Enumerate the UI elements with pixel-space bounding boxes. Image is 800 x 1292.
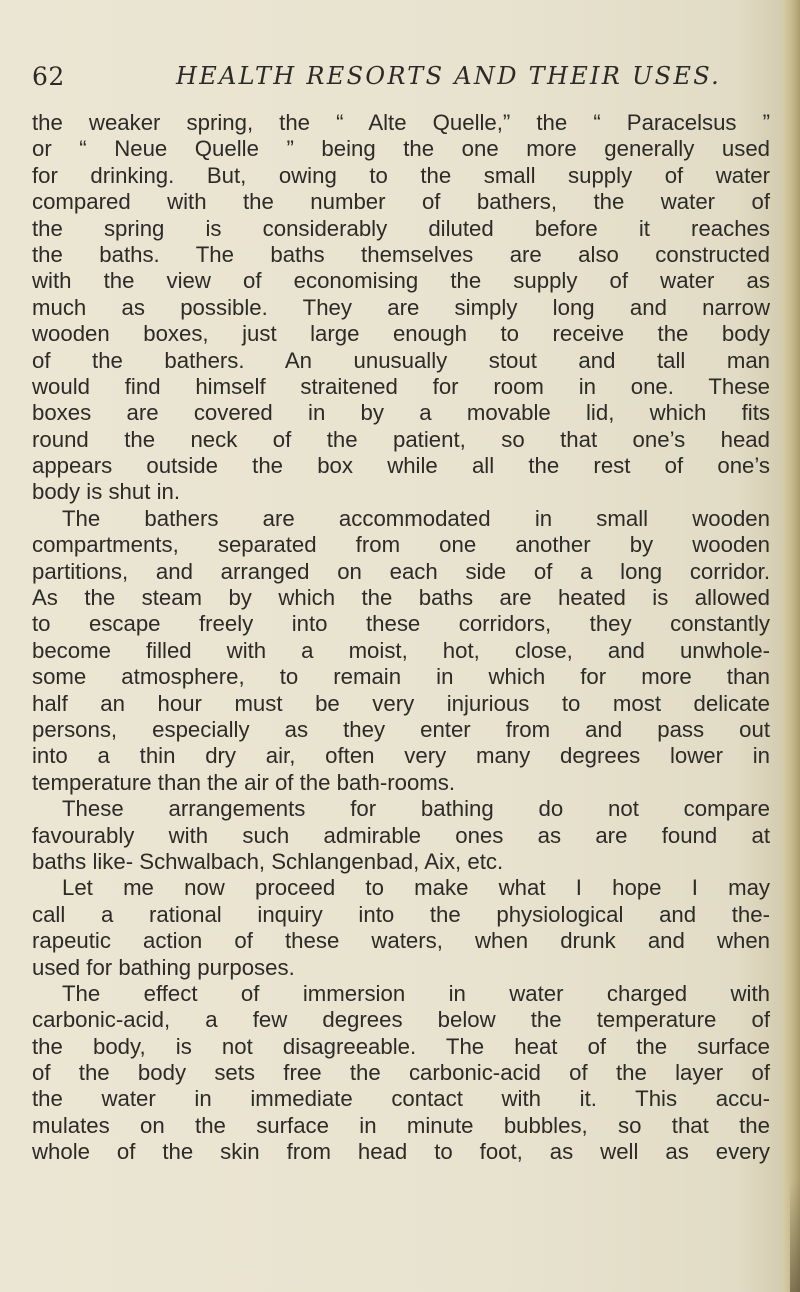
- text-line: The bathers are accommodated in small wooden: [62, 505, 770, 531]
- text-line: or “ Neue Quelle ” being the one more generally used: [32, 136, 770, 162]
- text-line: round the neck of the patient, so that one’s head: [32, 426, 770, 452]
- text-line: whole of the skin from head to foot, as well as every: [32, 1139, 770, 1165]
- text-line: wooden boxes, just large enough to receive the body: [32, 321, 770, 347]
- text-line: of the bathers. An unusually stout and tall man: [32, 347, 770, 373]
- text-line: The effect of immersion in water charged with: [62, 980, 770, 1006]
- text-line: compartments, separated from one another by wooden: [32, 532, 770, 558]
- page-corner-shadow: [790, 1180, 800, 1292]
- text-line: into a thin dry air, often very many degrees lower in: [32, 743, 770, 769]
- text-line: mulates on the surface in minute bubbles, so that the: [32, 1112, 770, 1138]
- text-line: the baths. The baths themselves are also constructed: [32, 241, 770, 267]
- text-line: the spring is considerably diluted before it reaches: [32, 215, 770, 241]
- page-number: 62: [32, 62, 65, 91]
- text-line: These arrangements for bathing do not compare: [62, 796, 770, 822]
- text-line: rapeutic action of these waters, when drunk and when: [32, 928, 770, 954]
- text-line: body is shut in.: [32, 479, 180, 505]
- text-line: become filled with a moist, hot, close, and unwhole-: [32, 637, 770, 663]
- text-line: for drinking. But, owing to the small supply of water: [32, 162, 770, 188]
- text-line: the weaker spring, the “ Alte Quelle,” the “ Paracelsus ”: [32, 110, 770, 135]
- body-text: [32, 110, 770, 1166]
- text-line: persons, especially as they enter from and pass out: [32, 716, 770, 742]
- text-line: would find himself straitened for room in one. These: [32, 373, 770, 399]
- text-line: appears outside the box while all the rest of one’s: [32, 453, 770, 479]
- text-line: of the body sets free the carbonic-acid of the layer of: [32, 1060, 770, 1086]
- text-line: carbonic-acid, a few degrees below the temperature of: [32, 1007, 770, 1033]
- text-line: call a rational inquiry into the physiological and the-: [32, 901, 770, 927]
- page-header: [32, 62, 732, 98]
- text-line: to escape freely into these corridors, they constantly: [32, 611, 770, 637]
- text-line: the water in immediate contact with it. This accu-: [32, 1086, 770, 1112]
- text-line: some atmosphere, to remain in which for more than: [32, 664, 770, 690]
- text-line: partitions, and arranged on each side of a long corridor.: [32, 558, 770, 584]
- text-line: As the steam by which the baths are heated is allowed: [32, 585, 770, 611]
- text-line: much as possible. They are simply long and narrow: [32, 294, 770, 320]
- text-line: compared with the number of bathers, the water of: [32, 189, 770, 215]
- text-line: with the view of economising the supply of water as: [32, 268, 770, 294]
- text-line: boxes are covered in by a movable lid, which fits: [32, 400, 770, 426]
- page-edge-shadow: [782, 0, 800, 1292]
- text-line: baths like- Schwalbach, Schlangenbad, Aix, etc.: [32, 848, 504, 874]
- running-title: HEALTH RESORTS AND THEIR USES.: [176, 62, 722, 90]
- text-line: temperature than the air of the bath-rooms.: [32, 769, 456, 795]
- text-line: Let me now proceed to make what I hope I may: [62, 875, 770, 901]
- text-line: used for bathing purposes.: [32, 954, 295, 980]
- text-line: favourably with such admirable ones as are found at: [32, 822, 770, 848]
- text-line: half an hour must be very injurious to most delicate: [32, 690, 770, 716]
- text-line: the body, is not disagreeable. The heat of the surface: [32, 1033, 770, 1059]
